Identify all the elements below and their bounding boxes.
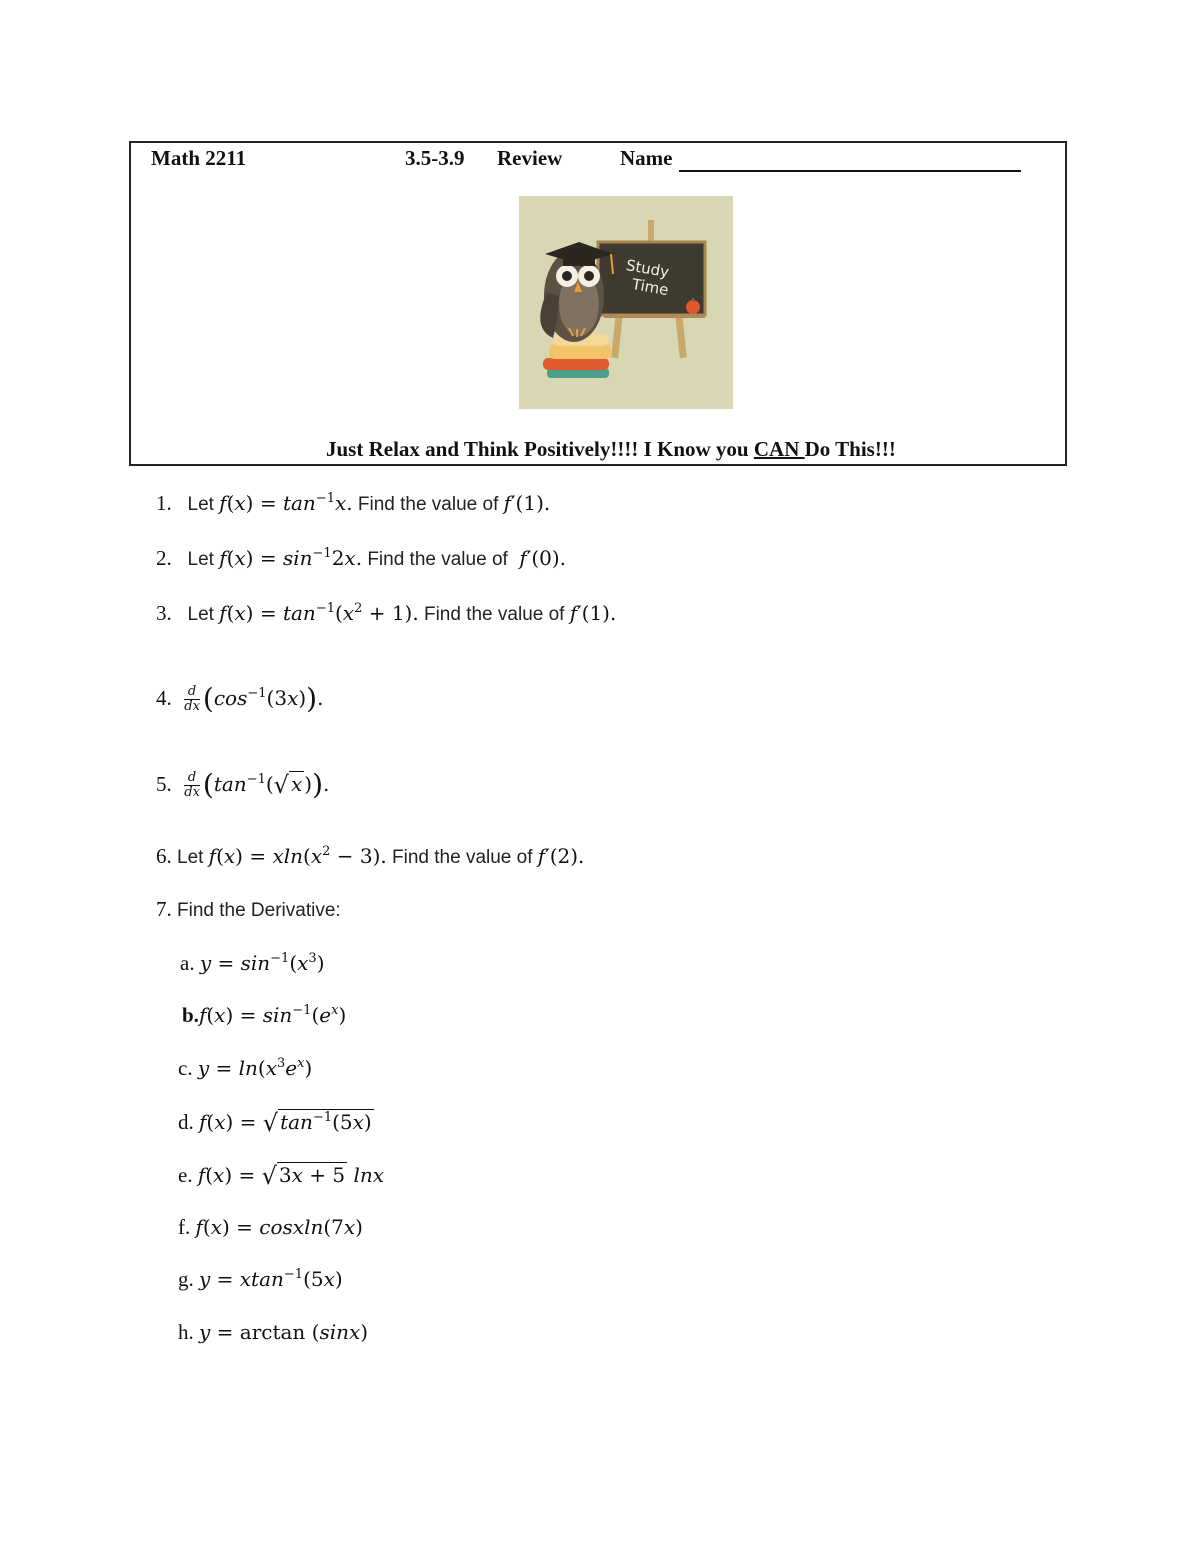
- name-blank-line: [679, 170, 1021, 172]
- question-instruction: Find the value of: [367, 549, 508, 570]
- part-b: [182, 1005, 346, 1026]
- math-expression: f′(1).: [569, 601, 617, 625]
- math-expression: $\frac{d}{dx}$ ($\tan^{-1}(√$ x )).: [184, 768, 330, 801]
- name-label: Name: [620, 146, 673, 170]
- part-label: a.: [180, 951, 195, 975]
- question-7: [156, 899, 341, 920]
- math-expression: f′(1).: [503, 491, 551, 515]
- question-instruction: Find the value of: [392, 847, 533, 868]
- study-time-owl-illustration: [519, 196, 733, 409]
- question-lead: Let: [187, 549, 214, 570]
- question-lead: Let: [187, 604, 214, 625]
- part-g: [178, 1269, 343, 1290]
- math-expression: f(x) = cosxln(7x): [195, 1215, 363, 1239]
- question-number: 3.: [156, 601, 172, 625]
- part-a: [180, 953, 325, 974]
- part-e: [178, 1164, 384, 1188]
- question-3: [156, 603, 616, 624]
- math-expression: $f(x) = \tan^{-1}x$.: [219, 491, 353, 515]
- part-h: [178, 1322, 368, 1343]
- question-1: [156, 493, 550, 514]
- question-number: 2.: [156, 546, 172, 570]
- math-expression: y = arctan (sinx): [199, 1320, 369, 1344]
- part-d: [178, 1111, 374, 1135]
- question-4: [156, 682, 324, 715]
- question-lead: Let: [177, 847, 204, 868]
- chalkboard-text-time: Time: [630, 275, 670, 300]
- math-expression: $f(x) = xln(x^2 - 3)$.: [208, 844, 387, 868]
- question-number: 1.: [156, 491, 172, 515]
- math-expression: $f(x) = \sin^{-1}(e^x)$: [198, 1003, 347, 1027]
- part-label: f.: [178, 1215, 191, 1239]
- math-expression: $\frac{d}{dx}$ $(\cos^{-1}(3x))$.: [184, 682, 324, 715]
- question-instruction: Find the value of: [423, 604, 565, 625]
- part-label: h.: [178, 1320, 194, 1344]
- review-title: Review: [497, 146, 563, 170]
- math-expression: y = xtan$^{-1}$(5x): [199, 1267, 343, 1291]
- question-number: 5.: [156, 772, 172, 796]
- motto-part2: Do This!!!: [804, 437, 896, 461]
- math-expression: f′(2).: [537, 844, 585, 868]
- question-5: [156, 768, 330, 801]
- question-instruction: Find the Derivative:: [177, 900, 341, 921]
- motto-text: [326, 437, 896, 462]
- motto-emphasis: CAN: [753, 437, 805, 461]
- question-number: 4.: [156, 686, 172, 710]
- part-label: g.: [178, 1267, 194, 1291]
- question-instruction: Find the value of: [357, 494, 499, 515]
- motto-part1: Just Relax and Think Positively!!!! I Know you: [326, 437, 754, 461]
- question-6: [156, 846, 584, 867]
- part-label: d.: [178, 1110, 194, 1134]
- math-expression: $f(x) = \tan^{-1}(x^2 + 1)$.: [219, 601, 419, 625]
- part-c: [178, 1058, 312, 1079]
- sections-label: 3.5-3.9: [405, 146, 465, 170]
- question-lead: Let: [187, 494, 214, 515]
- question-2: [156, 548, 566, 569]
- math-expression: $y = \ln(x^3e^x)$: [197, 1056, 313, 1080]
- course-label: Math 2211: [151, 146, 247, 170]
- part-label: e.: [178, 1163, 193, 1187]
- part-f: [178, 1217, 363, 1238]
- chalkboard-text-study: Study: [624, 256, 671, 282]
- math-expression: $f(x) = \sin^{-1}2x$.: [219, 546, 363, 570]
- math-expression: f(x) = √ $\tan^{-1}(5x)$: [199, 1109, 372, 1137]
- math-expression: $y = \sin^{-1}(x^3)$: [199, 951, 325, 975]
- part-label: c.: [178, 1056, 193, 1080]
- math-expression: f(x) = √ 3x + 5 lnx: [197, 1162, 385, 1190]
- question-number: 6.: [156, 844, 172, 868]
- part-label: b.: [182, 1003, 199, 1027]
- math-expression: f′(0).: [513, 546, 567, 570]
- question-number: 7.: [156, 897, 172, 921]
